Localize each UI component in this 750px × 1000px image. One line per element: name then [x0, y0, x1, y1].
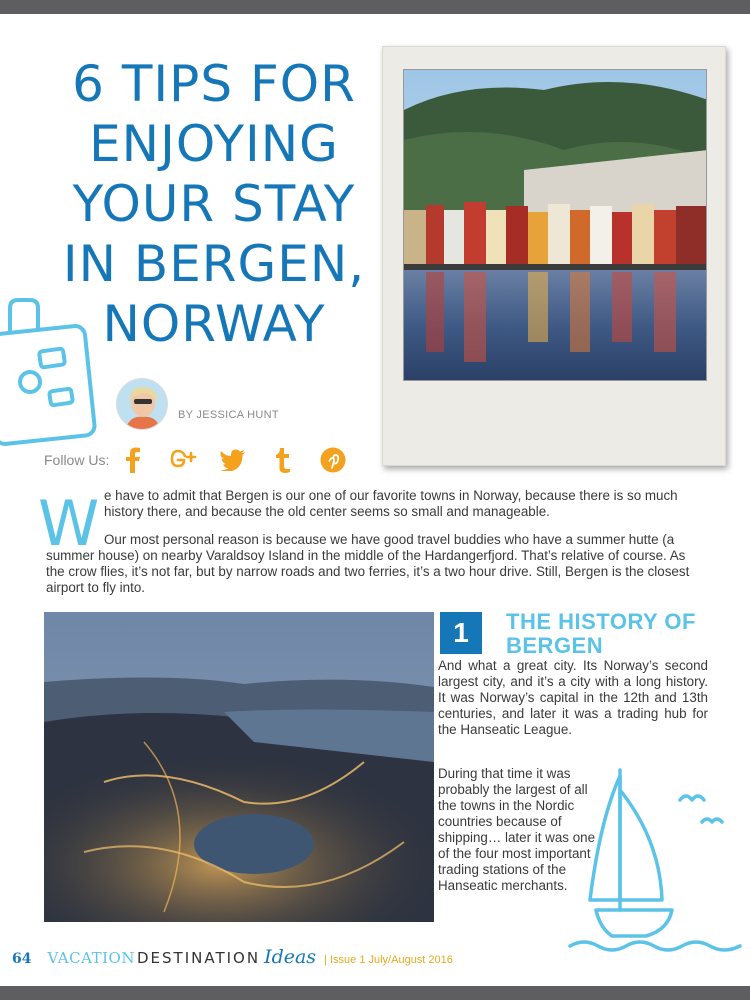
intro-paragraph-2: Our most personal reason is because we have good travel buddies who have a summer hutte (a summer house) on nearby Varaldsoy Island in the middle of the Hardangerfjord. That’s relative of course. As the crow flies, it’s not far, but by narrow roads and two ferries, it’s a two hour drive. Still, Bergen is the closest airport to fly into.: [46, 532, 690, 595]
page-number: 64: [12, 951, 32, 967]
section-title: THE HISTORY OF BERGEN: [506, 609, 696, 658]
follow-us-bar: [44, 446, 369, 474]
byline: [116, 378, 279, 430]
section-number-badge: 1: [440, 612, 482, 654]
title-line: NORWAY: [102, 295, 326, 353]
brand-destination: DESTINATION: [136, 949, 261, 967]
section-paragraph-2: During that time it was probably the largest of all the towns in the Nordic countries because of shipping… later it was one of the four most important trading stations of the Hanseatic merchants.: [438, 766, 596, 893]
harbor-image: [403, 69, 707, 381]
follow-label: Follow Us:: [44, 452, 110, 468]
title-line: YOUR STAY: [72, 175, 356, 233]
sailboat-icon: [560, 760, 750, 960]
title-line: IN BERGEN,: [62, 235, 366, 293]
section-paragraph-1: And what a great city. Its Norway’s second largest city, and it’s a city with a long history. It was Norway’s capital in the 12th and 13th centuries, and later it was a trading hub for the Hanseatic League.: [438, 658, 708, 737]
magazine-page: [0, 14, 750, 986]
intro-paragraph-1: e have to admit that Bergen is our one of our favorite towns in Norway, because there is so much history there, and because the old center seems so small and manageable.: [104, 488, 678, 519]
pinterest-icon[interactable]: [319, 446, 347, 474]
bergen-night-photo: [44, 612, 434, 922]
brand-vacation: VACATION: [47, 949, 135, 967]
title-line: 6 TIPS FOR: [72, 55, 356, 113]
google-plus-icon[interactable]: [169, 446, 197, 474]
facebook-icon[interactable]: [119, 446, 147, 474]
drop-cap: W: [38, 487, 100, 560]
author-avatar: [116, 378, 168, 430]
title-line: ENJOYING: [89, 115, 339, 173]
brand-ideas: Ideas: [264, 946, 317, 968]
suitcase-icon: [0, 290, 100, 450]
tumblr-icon[interactable]: [269, 446, 297, 474]
bergen-harbor-photo: [382, 46, 726, 466]
page-footer: [12, 946, 453, 968]
issue-info: | Issue 1 July/August 2016: [324, 954, 453, 966]
author-name: BY JESSICA HUNT: [178, 409, 279, 421]
twitter-icon[interactable]: [219, 446, 247, 474]
